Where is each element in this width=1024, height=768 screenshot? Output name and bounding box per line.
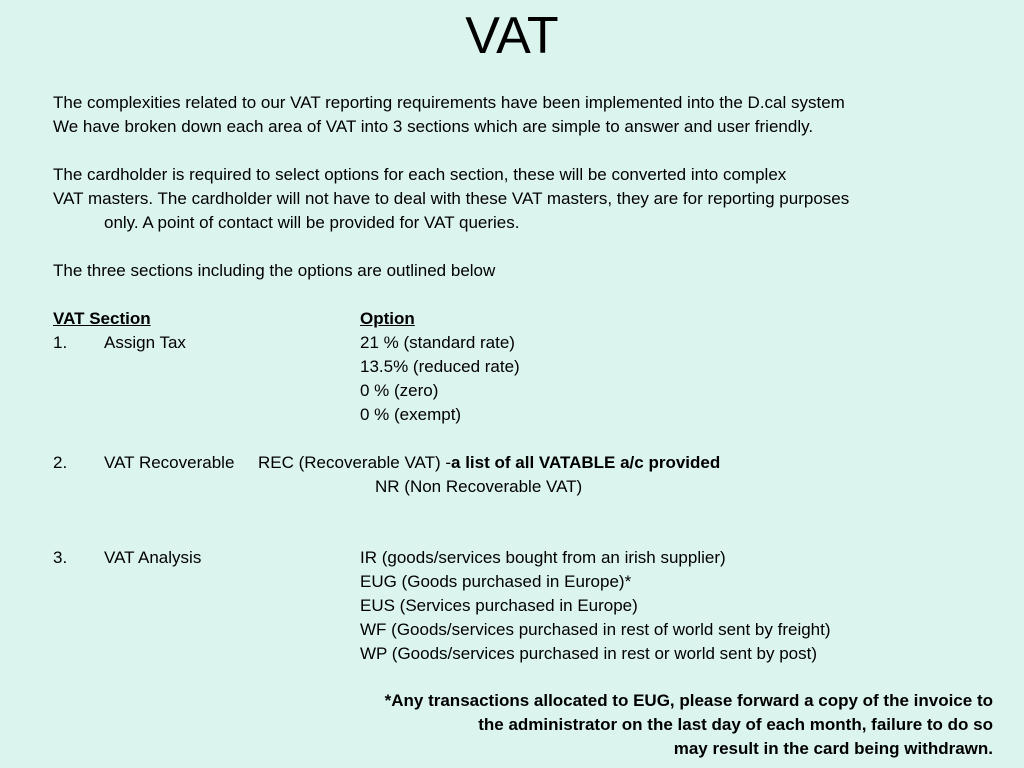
section-3-option: IR (goods/services bought from an irish supplier) bbox=[360, 548, 726, 567]
cardholder-line-2: VAT masters. The cardholder will not have to deal with these VAT masters, they are for reporting purposes bbox=[53, 189, 850, 208]
section-2-option-rec-note: a list of all VATABLE a/c provided bbox=[451, 453, 721, 472]
section-2-option-rec bbox=[258, 451, 720, 475]
header-vat-section: VAT Section bbox=[53, 309, 151, 328]
section-2-option-nr: NR (Non Recoverable VAT) bbox=[375, 477, 583, 496]
header-option: Option bbox=[360, 309, 415, 328]
intro-line-1: The complexities related to our VAT reporting requirements have been implemented into the D.cal system bbox=[53, 93, 845, 112]
section-2-number: 2. bbox=[53, 453, 68, 472]
section-1-option: 0 % (zero) bbox=[360, 381, 439, 400]
page-title: VAT bbox=[465, 7, 559, 65]
sections-intro: The three sections including the options are outlined below bbox=[53, 261, 496, 280]
section-2-option-rec-text: REC (Recoverable VAT) - bbox=[258, 453, 452, 472]
footnote-line-2: the administrator on the last day of each month, failure to do so bbox=[478, 715, 993, 734]
footnote-line-3: may result in the card being withdrawn. bbox=[673, 739, 993, 758]
cardholder-line-1: The cardholder is required to select options for each section, these will be converted into complex bbox=[53, 165, 787, 184]
section-1-name: Assign Tax bbox=[104, 333, 186, 352]
section-3-option: WF (Goods/services purchased in rest of world sent by freight) bbox=[360, 620, 831, 639]
section-1-option: 21 % (standard rate) bbox=[360, 333, 515, 352]
section-3-name: VAT Analysis bbox=[104, 548, 202, 567]
section-3-number: 3. bbox=[53, 548, 68, 567]
section-3-option: EUG (Goods purchased in Europe)* bbox=[360, 572, 632, 591]
section-1-option: 13.5% (reduced rate) bbox=[360, 357, 520, 376]
footnote-line-1: *Any transactions allocated to EUG, please forward a copy of the invoice to bbox=[384, 691, 993, 710]
cardholder-line-3: only. A point of contact will be provided for VAT queries. bbox=[104, 213, 520, 232]
section-3-option: EUS (Services purchased in Europe) bbox=[360, 596, 638, 615]
section-1-option: 0 % (exempt) bbox=[360, 405, 462, 424]
section-1-number: 1. bbox=[53, 333, 68, 352]
intro-line-2: We have broken down each area of VAT into 3 sections which are simple to answer and user friendly. bbox=[53, 117, 814, 136]
section-3-option: WP (Goods/services purchased in rest or world sent by post) bbox=[360, 644, 817, 663]
section-2-name: VAT Recoverable bbox=[104, 453, 235, 472]
